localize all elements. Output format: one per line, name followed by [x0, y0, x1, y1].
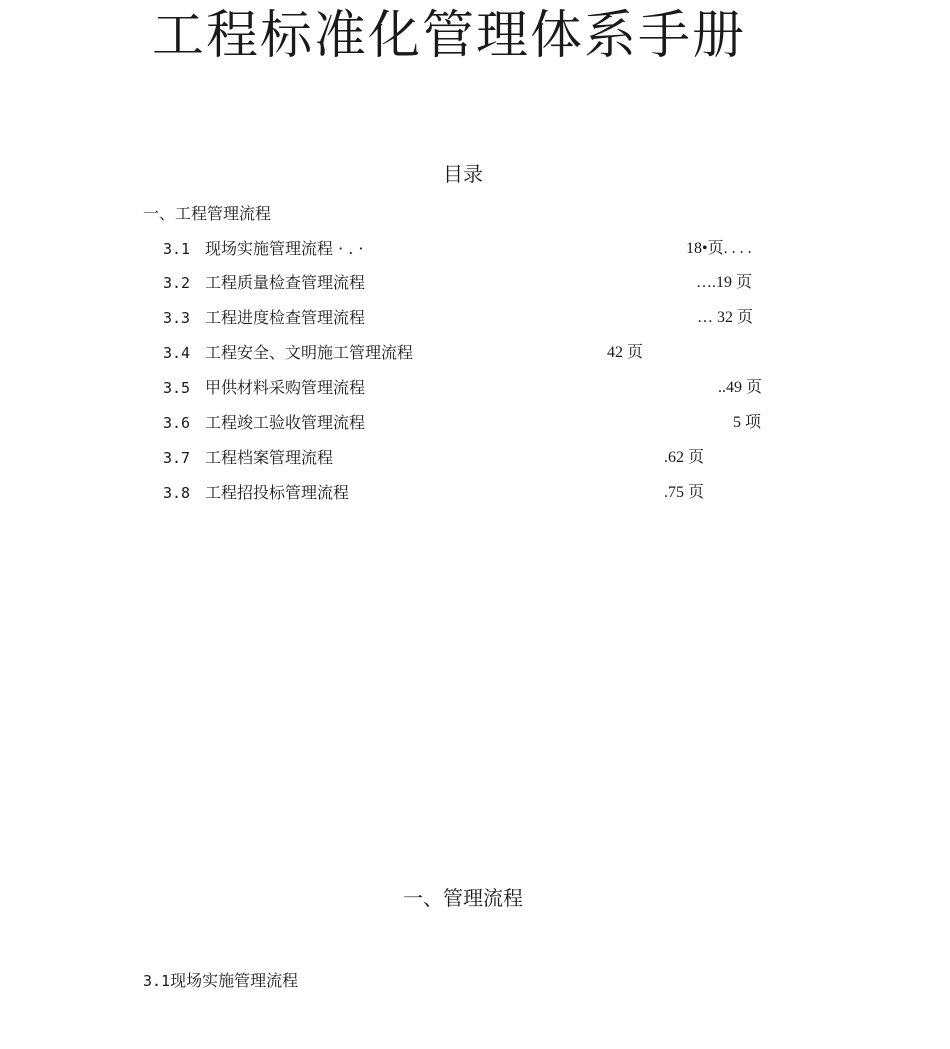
- toc-item-number: 3.1: [163, 240, 191, 258]
- toc-item: [0, 481, 950, 505]
- toc-item: [0, 237, 950, 261]
- toc-item-number: 3.2: [163, 274, 191, 292]
- toc-item-label: 工程招投标管理流程: [205, 483, 350, 502]
- toc-item-label: 工程竣工验收管理流程: [205, 413, 366, 432]
- toc-item: [0, 376, 950, 400]
- section-heading: 一、管理流程: [403, 886, 523, 910]
- toc-item: [0, 446, 950, 470]
- toc-item-number: 3.3: [163, 309, 191, 327]
- toc-item-page: 42 页: [607, 344, 644, 361]
- toc-item-number: 3.5: [163, 379, 191, 397]
- subsection-heading: [143, 969, 298, 993]
- toc-item-label: 工程质量检查管理流程: [205, 273, 366, 292]
- toc-item-label: 工程安全、文明施工管理流程: [205, 343, 414, 362]
- toc-item-number: 3.4: [163, 344, 191, 362]
- toc-item: [0, 271, 950, 295]
- toc-item-page: ..49 页: [718, 379, 763, 396]
- document-title: 工程标准化管理体系手册: [152, 6, 747, 66]
- subsection-number: 3.1: [143, 972, 171, 990]
- toc-item-label: 甲供材料采购管理流程: [205, 378, 366, 397]
- toc-item-number: 3.7: [163, 449, 191, 467]
- toc-section-title: 一、工程管理流程: [143, 204, 272, 223]
- toc-heading: 目录: [443, 162, 483, 186]
- toc-item-label: 工程进度检查管理流程: [205, 308, 366, 327]
- toc-item-page: 18•页. . . .: [686, 240, 752, 257]
- toc-item: [0, 306, 950, 330]
- toc-item-page: 5 项: [733, 414, 762, 431]
- toc-item-page: … 32 页: [697, 309, 754, 326]
- toc-item: [0, 411, 950, 435]
- toc-item-page: .75 页: [664, 484, 705, 501]
- toc-item-label: 工程档案管理流程: [205, 448, 334, 467]
- toc-item-page: .62 页: [664, 449, 705, 466]
- toc-item-page: ….19 页: [696, 274, 753, 291]
- toc-item: [0, 341, 950, 365]
- toc-item-label: 现场实施管理流程 · . ·: [205, 239, 364, 258]
- toc-item-number: 3.8: [163, 484, 191, 502]
- toc-item-number: 3.6: [163, 414, 191, 432]
- subsection-label: 现场实施管理流程: [170, 971, 299, 990]
